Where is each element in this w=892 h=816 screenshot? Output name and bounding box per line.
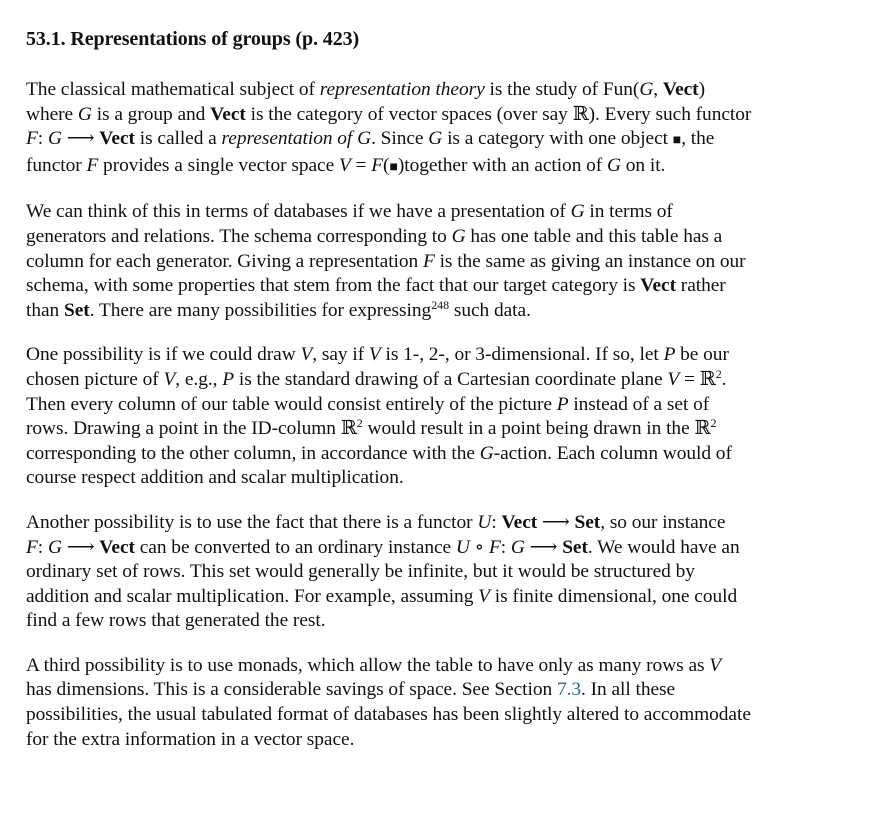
document-page — [26, 26, 876, 752]
text-line: One possibility is if we could draw V, say if V is 1-, 2-, or 3-dimensional. If so, let P be our — [26, 344, 729, 366]
text-line: than Set. There are many possibilities for expressing$^{248}$ such data. — [26, 297, 531, 321]
text-line: A third possibility is to use monads, which allow the table to have only as many rows as V — [26, 654, 722, 676]
math-variable: P — [222, 368, 235, 390]
object-square-symbol: ■ — [389, 159, 398, 175]
math-variable: G — [77, 103, 92, 125]
math-variable: F — [26, 128, 38, 150]
paragraph — [26, 654, 876, 752]
paragraph — [26, 343, 876, 491]
math-variable: G — [607, 154, 621, 176]
math-variable: F — [371, 154, 384, 176]
section-heading: 53.1. Representations of groups (p. 423) — [26, 28, 360, 50]
math-variable: F — [488, 536, 501, 558]
math-variable: G — [47, 536, 62, 558]
text-line: where G is a group and Vect is the category of vector spaces (over say ℝ). Every such functor — [26, 103, 752, 125]
text-line: We can think of this in terms of databases if we have a presentation of G in terms of — [26, 201, 673, 223]
text-line: for the extra information in a vector space. — [26, 728, 355, 750]
document-body — [26, 78, 876, 752]
math-variable: G — [47, 128, 62, 150]
text-line: find a few rows that generated the rest. — [26, 610, 326, 632]
emphasized-term: representation theory — [319, 79, 485, 100]
math-variable: G — [428, 128, 443, 150]
text-line: addition and scalar multiplication. For example, assuming V is finite dimensional, one could — [26, 585, 738, 607]
math-variable: V — [338, 154, 351, 176]
text-line: column for each generator. Giving a representation F is the same as giving an instance on our — [26, 250, 746, 272]
text-line: schema, with some properties that stem from the fact that our target category is Vect rather — [26, 275, 726, 297]
math-variable: F — [422, 250, 435, 272]
emphasized-term: representation of — [221, 128, 353, 150]
superscript: 2 — [715, 366, 722, 381]
math-variable: V — [300, 344, 313, 366]
math-variable: V — [667, 368, 680, 390]
paragraph — [26, 78, 876, 180]
math-variable: G — [357, 128, 372, 150]
math-variable: U — [455, 536, 470, 558]
math-variable: P — [556, 393, 569, 415]
paragraph — [26, 200, 876, 323]
text-line: possibilities, the usual tabulated format of databases has been slightly altered to accommodate — [26, 704, 751, 726]
text-line: course respect addition and scalar multiplication. — [26, 467, 404, 489]
math-variable: V — [163, 368, 176, 390]
superscript: 248 — [431, 297, 450, 312]
math-variable: G — [479, 442, 494, 464]
text-line: F: G ⟶ Vect can be converted to an ordinary instance U ∘ F: G ⟶ Set. We would have an — [26, 536, 740, 558]
category-name: Set — [562, 536, 588, 558]
section-link[interactable]: 7.3 — [556, 679, 582, 701]
text-line: generators and relations. The schema corresponding to G has one table and this table has a — [26, 225, 723, 247]
math-variable: G — [639, 79, 654, 100]
text-line: ordinary set of rows. This set would generally be infinite, but it would be structured by — [26, 561, 695, 583]
math-variable: G — [451, 225, 466, 247]
category-name: Vect — [99, 128, 135, 150]
text-line: corresponding to the other column, in accordance with the G-action. Each column would of — [26, 442, 732, 464]
text-line: chosen picture of V, e.g., P is the standard drawing of a Cartesian coordinate plane V = ℝ$^2$. — [26, 366, 727, 390]
math-variable: V — [478, 585, 490, 607]
math-variable: G — [570, 201, 585, 223]
category-name: Set — [63, 299, 90, 321]
category-name: Vect — [640, 275, 676, 297]
math-variable: F — [86, 154, 99, 176]
object-square-symbol: ■ — [672, 133, 682, 149]
superscript: 2 — [356, 416, 363, 431]
category-name: Vect — [662, 79, 699, 100]
category-name: Vect — [210, 103, 246, 125]
category-name: Vect — [99, 536, 135, 558]
text-line: functor F provides a single vector space V = F(■)together with an action of G on it. — [26, 154, 666, 176]
math-variable: P — [663, 344, 676, 366]
math-variable: F — [26, 536, 38, 558]
math-variable: V — [709, 654, 722, 676]
math-variable: G — [510, 536, 525, 558]
math-variable: U — [477, 511, 492, 533]
category-name: Set — [574, 511, 601, 533]
paragraph — [26, 511, 876, 634]
math-variable: V — [368, 344, 381, 366]
text-line: The classical mathematical subject of representation theory is the study of Fun(G, Vect) — [26, 79, 706, 100]
category-name: Vect — [501, 511, 538, 533]
text-line: rows. Drawing a point in the ID-column ℝ$^2$ would result in a point being drawn in the ℝ$^2$ — [26, 416, 717, 440]
text-line: F: G ⟶ Vect is called a representation of G. Since G is a category with one object ■, the — [26, 128, 715, 150]
text-line: has dimensions. This is a considerable savings of space. See Section 7.3. In all these — [26, 679, 676, 701]
text-line: Another possibility is to use the fact that there is a functor U: Vect ⟶ Set, so our instance — [26, 511, 726, 533]
superscript: 2 — [710, 416, 717, 431]
text-line: Then every column of our table would consist entirely of the picture P instead of a set of — [26, 393, 710, 415]
